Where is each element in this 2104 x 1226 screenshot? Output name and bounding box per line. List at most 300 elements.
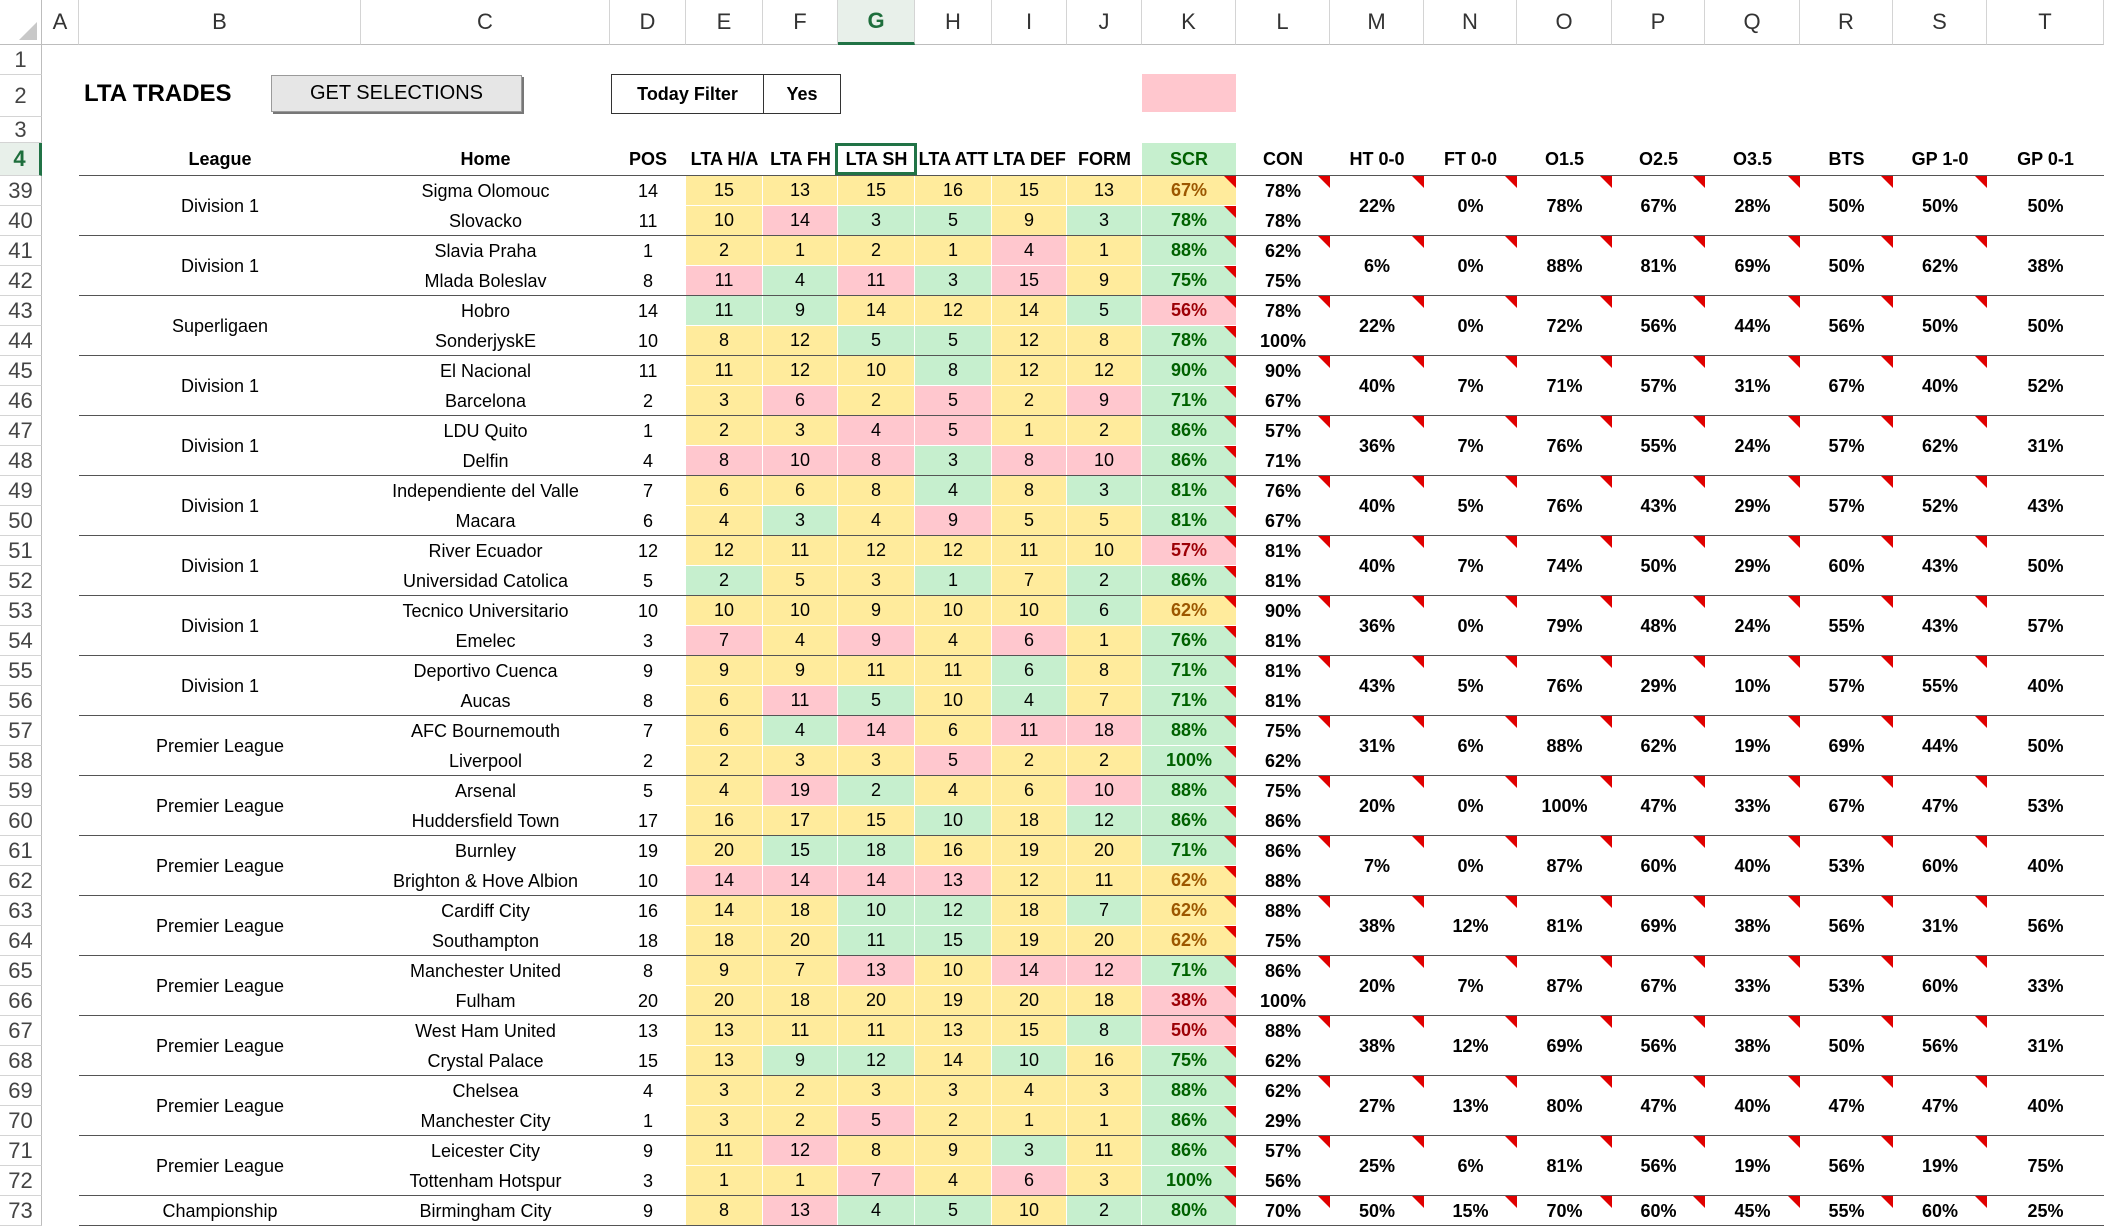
row-header[interactable]: 70 — [0, 1106, 42, 1136]
lta-value-cell[interactable]: 20 — [838, 986, 915, 1016]
lta-value-cell[interactable]: 4 — [992, 1076, 1067, 1106]
home-team-cell[interactable]: Cardiff City — [441, 900, 530, 921]
lta-value-cell[interactable]: 3 — [763, 506, 838, 536]
lta-value-cell[interactable]: 12 — [915, 896, 992, 926]
home-team-cell[interactable]: Huddersfield Town — [411, 810, 560, 831]
lta-value-cell[interactable]: 11 — [992, 716, 1067, 746]
column-header-s[interactable]: S — [1893, 0, 1987, 45]
header-gp01[interactable]: GP 0-1 — [2017, 149, 2074, 169]
lta-value-cell[interactable]: 11 — [1067, 1136, 1142, 1166]
row-header[interactable]: 60 — [0, 806, 42, 836]
lta-value-cell[interactable]: 18 — [763, 986, 838, 1016]
scr-cell[interactable]: 80% — [1142, 1196, 1236, 1226]
lta-value-cell[interactable]: 4 — [915, 776, 992, 806]
home-team-cell[interactable]: El Nacional — [439, 360, 532, 381]
lta-value-cell[interactable]: 20 — [1067, 926, 1142, 956]
con-cell[interactable]: 78% — [1264, 180, 1302, 201]
stat-cell[interactable]: 71% — [1546, 375, 1583, 396]
row-header[interactable]: 40 — [0, 206, 42, 236]
lta-value-cell[interactable]: 9 — [686, 656, 763, 686]
stat-cell[interactable]: 50% — [2027, 195, 2064, 216]
scr-cell[interactable]: 62% — [1142, 596, 1236, 626]
stat-cell[interactable]: 55% — [1640, 435, 1677, 456]
stat-cell[interactable]: 6% — [1457, 735, 1484, 756]
pos-cell[interactable]: 5 — [642, 780, 653, 801]
lta-value-cell[interactable]: 2 — [1067, 566, 1142, 596]
stat-cell[interactable]: 57% — [2027, 615, 2064, 636]
stat-cell[interactable]: 7% — [1457, 435, 1484, 456]
home-team-cell[interactable]: River Ecuador — [428, 540, 543, 561]
lta-value-cell[interactable]: 3 — [686, 1076, 763, 1106]
stat-cell[interactable]: 0% — [1457, 795, 1484, 816]
pos-cell[interactable]: 7 — [642, 480, 653, 501]
lta-value-cell[interactable]: 3 — [763, 416, 838, 446]
league-cell[interactable]: Division 1 — [180, 675, 260, 696]
home-team-cell[interactable]: SonderjyskE — [434, 330, 537, 351]
header-lta-fh[interactable]: LTA FH — [770, 149, 831, 169]
row-header[interactable]: 68 — [0, 1046, 42, 1076]
con-cell[interactable]: 81% — [1264, 570, 1302, 591]
stat-cell[interactable]: 88% — [1546, 255, 1583, 276]
lta-value-cell[interactable]: 15 — [992, 1016, 1067, 1046]
stat-cell[interactable]: 0% — [1457, 195, 1484, 216]
home-team-cell[interactable]: LDU Quito — [443, 420, 528, 441]
stat-cell[interactable]: 56% — [1828, 315, 1865, 336]
lta-value-cell[interactable]: 13 — [915, 866, 992, 896]
pos-cell[interactable]: 13 — [637, 1020, 659, 1041]
lta-value-cell[interactable]: 10 — [992, 1046, 1067, 1076]
stat-cell[interactable]: 12% — [1452, 1035, 1489, 1056]
con-cell[interactable]: 62% — [1264, 1050, 1302, 1071]
pos-cell[interactable]: 11 — [638, 210, 658, 231]
stat-cell[interactable]: 38% — [1358, 915, 1396, 936]
lta-value-cell[interactable]: 6 — [992, 1166, 1067, 1196]
stat-cell[interactable]: 57% — [1640, 375, 1677, 396]
lta-value-cell[interactable]: 10 — [838, 356, 915, 386]
league-cell[interactable]: Superligaen — [171, 315, 269, 336]
pos-cell[interactable]: 1 — [642, 240, 653, 261]
home-team-cell[interactable]: Crystal Palace — [427, 1050, 544, 1071]
stat-cell[interactable]: 31% — [1734, 375, 1771, 396]
stat-cell[interactable]: 67% — [1828, 795, 1865, 816]
column-header-d[interactable]: D — [610, 0, 686, 45]
stat-cell[interactable]: 47% — [1640, 795, 1677, 816]
lta-value-cell[interactable]: 1 — [992, 1106, 1067, 1136]
lta-value-cell[interactable]: 16 — [686, 806, 763, 836]
stat-cell[interactable]: 50% — [1921, 195, 1959, 216]
stat-cell[interactable]: 19% — [1734, 1155, 1771, 1176]
stat-cell[interactable]: 87% — [1546, 855, 1583, 876]
stat-cell[interactable]: 76% — [1546, 675, 1583, 696]
lta-value-cell[interactable]: 1 — [915, 566, 992, 596]
stat-cell[interactable]: 33% — [1734, 795, 1771, 816]
header-o25[interactable]: O2.5 — [1638, 149, 1679, 169]
stat-cell[interactable]: 45% — [1734, 1200, 1771, 1221]
home-team-cell[interactable]: West Ham United — [415, 1020, 556, 1041]
pos-cell[interactable]: 1 — [642, 1110, 653, 1131]
lta-value-cell[interactable]: 10 — [686, 206, 763, 236]
lta-value-cell[interactable]: 14 — [763, 866, 838, 896]
lta-value-cell[interactable]: 4 — [763, 266, 838, 296]
row-header[interactable]: 64 — [0, 926, 42, 956]
league-cell[interactable]: Championship — [162, 1200, 278, 1221]
stat-cell[interactable]: 31% — [1358, 735, 1396, 756]
stat-cell[interactable]: 60% — [1640, 1200, 1677, 1221]
stat-cell[interactable]: 40% — [1921, 375, 1959, 396]
stat-cell[interactable]: 6% — [1457, 1155, 1484, 1176]
lta-value-cell[interactable]: 8 — [686, 326, 763, 356]
stat-cell[interactable]: 70% — [1546, 1200, 1583, 1221]
stat-cell[interactable]: 62% — [1640, 735, 1677, 756]
pos-cell[interactable]: 8 — [642, 960, 653, 981]
lta-value-cell[interactable]: 11 — [838, 926, 915, 956]
row-header[interactable]: 63 — [0, 896, 42, 926]
scr-cell[interactable]: 57% — [1142, 536, 1236, 566]
row-header[interactable]: 48 — [0, 446, 42, 476]
lta-value-cell[interactable]: 7 — [1067, 686, 1142, 716]
lta-value-cell[interactable]: 2 — [1067, 746, 1142, 776]
lta-value-cell[interactable]: 12 — [1067, 806, 1142, 836]
pos-cell[interactable]: 9 — [642, 1200, 653, 1221]
lta-value-cell[interactable]: 4 — [915, 476, 992, 506]
lta-value-cell[interactable]: 5 — [915, 326, 992, 356]
lta-value-cell[interactable]: 2 — [686, 236, 763, 266]
lta-value-cell[interactable]: 10 — [838, 896, 915, 926]
row-header-4[interactable]: 4 — [0, 143, 42, 176]
league-cell[interactable]: Premier League — [155, 795, 285, 816]
stat-cell[interactable]: 50% — [2027, 315, 2064, 336]
lta-value-cell[interactable]: 11 — [915, 656, 992, 686]
home-team-cell[interactable]: Hobro — [460, 300, 511, 321]
stat-cell[interactable]: 40% — [2027, 855, 2064, 876]
stat-cell[interactable]: 69% — [1640, 915, 1677, 936]
stat-cell[interactable]: 20% — [1358, 795, 1396, 816]
lta-value-cell[interactable]: 9 — [992, 206, 1067, 236]
lta-value-cell[interactable]: 13 — [1067, 176, 1142, 206]
lta-value-cell[interactable]: 8 — [686, 446, 763, 476]
home-team-cell[interactable]: Delfin — [462, 450, 509, 471]
stat-cell[interactable]: 40% — [2027, 1095, 2064, 1116]
stat-cell[interactable]: 50% — [1828, 1035, 1865, 1056]
lta-value-cell[interactable]: 3 — [915, 266, 992, 296]
home-team-cell[interactable]: Birmingham City — [419, 1200, 552, 1221]
stat-cell[interactable]: 50% — [2027, 555, 2064, 576]
lta-value-cell[interactable]: 6 — [686, 686, 763, 716]
lta-value-cell[interactable]: 1 — [992, 416, 1067, 446]
lta-value-cell[interactable]: 3 — [915, 1076, 992, 1106]
row-header[interactable]: 55 — [0, 656, 42, 686]
scr-cell[interactable]: 100% — [1142, 1166, 1236, 1196]
row-header[interactable]: 50 — [0, 506, 42, 536]
header-form[interactable]: FORM — [1078, 149, 1131, 169]
scr-cell[interactable]: 90% — [1142, 356, 1236, 386]
con-cell[interactable]: 78% — [1264, 210, 1302, 231]
header-lta-ha[interactable]: LTA H/A — [690, 149, 759, 169]
header-ht00[interactable]: HT 0-0 — [1349, 149, 1405, 169]
stat-cell[interactable]: 29% — [1734, 555, 1771, 576]
scr-cell[interactable]: 86% — [1142, 806, 1236, 836]
lta-value-cell[interactable]: 4 — [686, 506, 763, 536]
lta-value-cell[interactable]: 7 — [838, 1166, 915, 1196]
stat-cell[interactable]: 50% — [2027, 735, 2064, 756]
row-header[interactable]: 59 — [0, 776, 42, 806]
stat-cell[interactable]: 5% — [1457, 675, 1484, 696]
scr-cell[interactable]: 86% — [1142, 1136, 1236, 1166]
column-header-p[interactable]: P — [1612, 0, 1705, 45]
lta-value-cell[interactable]: 2 — [686, 566, 763, 596]
lta-value-cell[interactable]: 6 — [992, 776, 1067, 806]
lta-value-cell[interactable]: 12 — [1067, 956, 1142, 986]
stat-cell[interactable]: 67% — [1640, 195, 1677, 216]
lta-value-cell[interactable]: 1 — [686, 1166, 763, 1196]
stat-cell[interactable]: 100% — [1541, 795, 1588, 816]
stat-cell[interactable]: 0% — [1457, 615, 1484, 636]
row-header[interactable]: 39 — [0, 176, 42, 206]
con-cell[interactable]: 100% — [1259, 330, 1307, 351]
lta-value-cell[interactable]: 11 — [838, 266, 915, 296]
stat-cell[interactable]: 53% — [2027, 795, 2064, 816]
column-header-b[interactable]: B — [79, 0, 361, 45]
scr-cell[interactable]: 88% — [1142, 1076, 1236, 1106]
stat-cell[interactable]: 57% — [1828, 675, 1865, 696]
header-ft00[interactable]: FT 0-0 — [1443, 149, 1497, 169]
pos-cell[interactable]: 12 — [637, 540, 659, 561]
stat-cell[interactable]: 0% — [1457, 855, 1484, 876]
stat-cell[interactable]: 38% — [1358, 1035, 1396, 1056]
home-team-cell[interactable]: Chelsea — [452, 1080, 519, 1101]
column-header-m[interactable]: M — [1330, 0, 1424, 45]
pos-cell[interactable]: 11 — [638, 360, 658, 381]
scr-cell[interactable]: 88% — [1142, 716, 1236, 746]
lta-value-cell[interactable]: 2 — [763, 1076, 838, 1106]
stat-cell[interactable]: 29% — [1734, 495, 1771, 516]
lta-value-cell[interactable]: 10 — [763, 596, 838, 626]
league-cell[interactable]: Premier League — [155, 975, 285, 996]
stat-cell[interactable]: 47% — [1921, 1095, 1959, 1116]
con-cell[interactable]: 86% — [1264, 810, 1302, 831]
lta-value-cell[interactable]: 14 — [992, 296, 1067, 326]
column-header-h[interactable]: H — [915, 0, 992, 45]
scr-cell[interactable]: 86% — [1142, 446, 1236, 476]
con-cell[interactable]: 67% — [1264, 390, 1302, 411]
lta-value-cell[interactable]: 5 — [838, 326, 915, 356]
lta-value-cell[interactable]: 12 — [838, 536, 915, 566]
lta-value-cell[interactable]: 3 — [686, 1106, 763, 1136]
lta-value-cell[interactable]: 18 — [763, 896, 838, 926]
get-selections-button[interactable]: GET SELECTIONS — [271, 75, 522, 112]
lta-value-cell[interactable]: 6 — [763, 386, 838, 416]
stat-cell[interactable]: 40% — [1358, 495, 1396, 516]
row-header[interactable]: 44 — [0, 326, 42, 356]
pos-cell[interactable]: 10 — [637, 330, 659, 351]
stat-cell[interactable]: 56% — [1828, 1155, 1865, 1176]
lta-value-cell[interactable]: 15 — [838, 806, 915, 836]
pos-cell[interactable]: 16 — [637, 900, 659, 921]
league-cell[interactable]: Division 1 — [180, 495, 260, 516]
stat-cell[interactable]: 10% — [1734, 675, 1771, 696]
scr-cell[interactable]: 78% — [1142, 326, 1236, 356]
stat-cell[interactable]: 50% — [1640, 555, 1677, 576]
home-team-cell[interactable]: Arsenal — [454, 780, 517, 801]
lta-value-cell[interactable]: 2 — [992, 386, 1067, 416]
stat-cell[interactable]: 74% — [1546, 555, 1583, 576]
stat-cell[interactable]: 47% — [1921, 795, 1959, 816]
stat-cell[interactable]: 67% — [1640, 975, 1677, 996]
home-team-cell[interactable]: Manchester United — [409, 960, 562, 981]
stat-cell[interactable]: 55% — [1828, 1200, 1865, 1221]
scr-cell[interactable]: 75% — [1142, 266, 1236, 296]
column-header-g[interactable]: G — [838, 0, 915, 45]
con-cell[interactable]: 75% — [1264, 720, 1302, 741]
stat-cell[interactable]: 56% — [1828, 915, 1865, 936]
header-home[interactable]: Home — [460, 149, 511, 169]
pos-cell[interactable]: 4 — [642, 1080, 653, 1101]
stat-cell[interactable]: 0% — [1457, 255, 1484, 276]
lta-value-cell[interactable]: 4 — [992, 236, 1067, 266]
stat-cell[interactable]: 38% — [1734, 915, 1771, 936]
stat-cell[interactable]: 78% — [1546, 195, 1583, 216]
stat-cell[interactable]: 57% — [1828, 495, 1865, 516]
scr-cell[interactable]: 76% — [1142, 626, 1236, 656]
stat-cell[interactable]: 19% — [1734, 735, 1771, 756]
lta-value-cell[interactable]: 9 — [763, 1046, 838, 1076]
scr-cell[interactable]: 38% — [1142, 986, 1236, 1016]
row-header[interactable]: 53 — [0, 596, 42, 626]
home-team-cell[interactable]: Manchester City — [420, 1110, 551, 1131]
lta-value-cell[interactable]: 12 — [915, 296, 992, 326]
pos-cell[interactable]: 15 — [637, 1050, 659, 1071]
stat-cell[interactable]: 60% — [1640, 855, 1677, 876]
row-header[interactable]: 47 — [0, 416, 42, 446]
home-team-cell[interactable]: Deportivo Cuenca — [413, 660, 558, 681]
lta-value-cell[interactable]: 10 — [915, 686, 992, 716]
header-pos[interactable]: POS — [628, 149, 667, 169]
stat-cell[interactable]: 5% — [1457, 495, 1484, 516]
lta-value-cell[interactable]: 11 — [838, 656, 915, 686]
lta-value-cell[interactable]: 19 — [915, 986, 992, 1016]
stat-cell[interactable]: 33% — [1734, 975, 1771, 996]
con-cell[interactable]: 62% — [1264, 1080, 1302, 1101]
lta-value-cell[interactable]: 1 — [1067, 1106, 1142, 1136]
stat-cell[interactable]: 62% — [1921, 255, 1959, 276]
stat-cell[interactable]: 7% — [1457, 375, 1484, 396]
stat-cell[interactable]: 36% — [1358, 615, 1396, 636]
lta-value-cell[interactable]: 15 — [992, 176, 1067, 206]
pos-cell[interactable]: 17 — [637, 810, 659, 831]
stat-cell[interactable]: 55% — [1828, 615, 1865, 636]
pos-cell[interactable]: 10 — [637, 600, 659, 621]
lta-value-cell[interactable]: 12 — [763, 326, 838, 356]
scr-cell[interactable]: 86% — [1142, 1106, 1236, 1136]
lta-value-cell[interactable]: 20 — [1067, 836, 1142, 866]
pos-cell[interactable]: 14 — [637, 300, 659, 321]
lta-value-cell[interactable]: 2 — [915, 1106, 992, 1136]
league-cell[interactable]: Division 1 — [180, 255, 260, 276]
stat-cell[interactable]: 76% — [1546, 435, 1583, 456]
scr-cell[interactable]: 56% — [1142, 296, 1236, 326]
con-cell[interactable]: 75% — [1264, 270, 1302, 291]
lta-value-cell[interactable]: 18 — [686, 926, 763, 956]
lta-value-cell[interactable]: 6 — [915, 716, 992, 746]
row-header[interactable]: 51 — [0, 536, 42, 566]
lta-value-cell[interactable]: 2 — [686, 746, 763, 776]
lta-value-cell[interactable]: 8 — [1067, 656, 1142, 686]
con-cell[interactable]: 81% — [1264, 540, 1302, 561]
lta-value-cell[interactable]: 7 — [763, 956, 838, 986]
lta-value-cell[interactable]: 9 — [915, 506, 992, 536]
row-header[interactable]: 41 — [0, 236, 42, 266]
lta-value-cell[interactable]: 11 — [686, 266, 763, 296]
stat-cell[interactable]: 81% — [1640, 255, 1677, 276]
lta-value-cell[interactable]: 4 — [838, 506, 915, 536]
home-team-cell[interactable]: Mlada Boleslav — [424, 270, 547, 291]
lta-value-cell[interactable]: 8 — [686, 1196, 763, 1226]
scr-cell[interactable]: 75% — [1142, 1046, 1236, 1076]
header-gp10[interactable]: GP 1-0 — [1911, 149, 1969, 169]
lta-value-cell[interactable]: 8 — [1067, 326, 1142, 356]
lta-value-cell[interactable]: 2 — [763, 1106, 838, 1136]
lta-value-cell[interactable]: 10 — [763, 446, 838, 476]
stat-cell[interactable]: 56% — [1921, 1035, 1959, 1056]
scr-cell[interactable]: 88% — [1142, 776, 1236, 806]
scr-cell[interactable]: 100% — [1142, 746, 1236, 776]
stat-cell[interactable]: 43% — [1921, 615, 1959, 636]
lta-value-cell[interactable]: 3 — [1067, 476, 1142, 506]
row-header[interactable]: 61 — [0, 836, 42, 866]
lta-value-cell[interactable]: 14 — [763, 206, 838, 236]
lta-value-cell[interactable]: 5 — [838, 686, 915, 716]
stat-cell[interactable]: 19% — [1921, 1155, 1959, 1176]
stat-cell[interactable]: 47% — [1640, 1095, 1677, 1116]
lta-value-cell[interactable]: 14 — [992, 956, 1067, 986]
home-team-cell[interactable]: Emelec — [455, 630, 516, 651]
stat-cell[interactable]: 7% — [1363, 855, 1390, 876]
stat-cell[interactable]: 25% — [2027, 1200, 2064, 1221]
lta-value-cell[interactable]: 6 — [992, 626, 1067, 656]
con-cell[interactable]: 57% — [1264, 420, 1302, 441]
stat-cell[interactable]: 33% — [2027, 975, 2064, 996]
header-bts[interactable]: BTS — [1828, 149, 1865, 169]
lta-value-cell[interactable]: 1 — [763, 1166, 838, 1196]
column-header-a[interactable]: A — [42, 0, 79, 45]
lta-value-cell[interactable]: 12 — [1067, 356, 1142, 386]
scr-cell[interactable]: 88% — [1142, 236, 1236, 266]
scr-cell[interactable]: 62% — [1142, 896, 1236, 926]
lta-value-cell[interactable]: 2 — [1067, 416, 1142, 446]
stat-cell[interactable]: 81% — [1546, 1155, 1583, 1176]
lta-value-cell[interactable]: 8 — [992, 476, 1067, 506]
stat-cell[interactable]: 56% — [2027, 915, 2064, 936]
lta-value-cell[interactable]: 17 — [763, 806, 838, 836]
stat-cell[interactable]: 43% — [2027, 495, 2064, 516]
pos-cell[interactable]: 19 — [637, 840, 659, 861]
stat-cell[interactable]: 52% — [2027, 375, 2064, 396]
column-header-f[interactable]: F — [763, 0, 838, 45]
lta-value-cell[interactable]: 10 — [992, 1196, 1067, 1226]
pos-cell[interactable]: 5 — [642, 570, 653, 591]
lta-value-cell[interactable]: 15 — [686, 176, 763, 206]
lta-value-cell[interactable]: 2 — [838, 776, 915, 806]
lta-value-cell[interactable]: 18 — [992, 806, 1067, 836]
league-cell[interactable]: Premier League — [155, 855, 285, 876]
stat-cell[interactable]: 47% — [1828, 1095, 1865, 1116]
row-header[interactable]: 65 — [0, 956, 42, 986]
stat-cell[interactable]: 56% — [1640, 1035, 1677, 1056]
league-cell[interactable]: Division 1 — [180, 615, 260, 636]
pos-cell[interactable]: 3 — [642, 630, 653, 651]
lta-value-cell[interactable]: 19 — [763, 776, 838, 806]
pos-cell[interactable]: 2 — [642, 390, 653, 411]
